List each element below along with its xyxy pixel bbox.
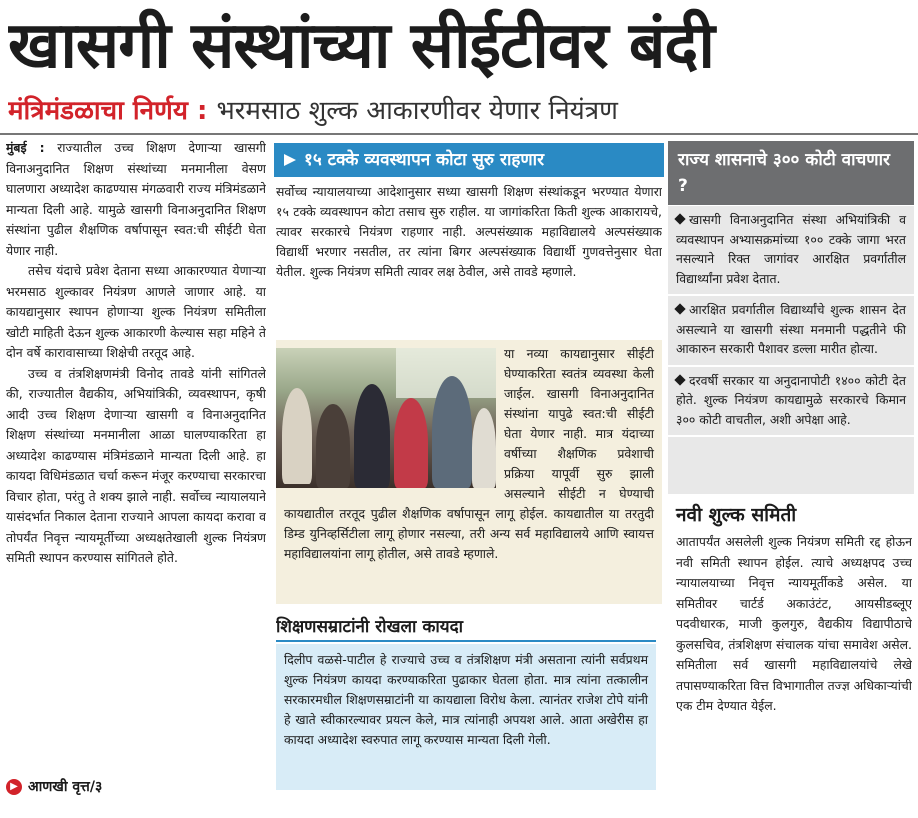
dateline-place: मुंबई : [6,140,45,155]
cet-box-text: या नव्या कायद्यानुसार सीईटी घेण्याकरिता स्वतंत्र व्यवस्था केली जाईल. खासगी विनाअनुदानित संस्थांना यापुढे स्वत:ची सीईटी घेता येणार नाही. मात्र यंदाच्या वर्षीच्या शैक्षणिक प्रवेशाची प्रक्रिया यापूर्वी सुरु झाली असल्याने सीईटी न घेण्याची कायद्यातील तरतूद पुढील शैक्षणिक वर्षापासून लागू होईल. कायद्यातील या तरतुदी डिम्ड युनिव्हर्सिटीला लागू होणार नसल्या, तरी अन्य सर्व महाविद्यालये आणि स्वायत्त महाविद्यालयांना लागू होतील, असे तावडे म्हणाले. [284,346,654,561]
left-paragraph-1 [6,138,266,261]
subheadline [8,92,912,130]
diamond-bullet-icon [674,303,685,314]
left-paragraph-1-text: राज्यातील उच्च शिक्षण देणाऱ्या खासगी विनाअनुदानित शिक्षण संस्थांच्या मनमानीला वेसण घालणारा अध्यादेश काढण्यास मंगळवारी राज्य मंत्रिमंडळाने मान्यता दिली आहे. यामुळे खासगी विनाअनुदानित शिक्षण संस्थांना पुढील शैक्षणिक वर्षापासून स्वत:ची सीईटी घेता येणार नाही. [6,140,266,258]
savings-header: राज्य शासनाचे ३०० कोटी वाचणार ? [668,141,914,205]
arrow-right-icon: ▶ [6,779,22,795]
subhead-lead: मंत्रिमंडळाचा निर्णय : [8,96,208,126]
list-item [668,296,914,367]
left-paragraph-2: तसेच यंदाचे प्रवेश देताना सध्या आकारण्यात येणाऱ्या भरमसाठ शुल्कावर नियंत्रण आणले जाणार आहे. या कायद्यानुसार स्थापन होणाऱ्या शुल्क नियंत्रण समितीला खोटी माहिती देऊन शुल्क आकारणी केल्यास सहा महिने ते दोन वर्षे कारावासाच्या शिक्षेची तरतूद आहे. [6,263,266,360]
new-committee-title: नवी शुल्क समिती [676,504,797,526]
management-quota-text: सर्वोच्च न्यायालयाच्या आदेशानुसार सध्या खासगी शिक्षण संस्थांकडून भरण्यात येणारा १५ टक्के व्यवस्थापन कोटा तसाच सुरु राहील. या जागांकरिता किती शुल्क आकारायचे, त्यावर सरकारचे नियंत्रण राहणार नाही. अल्पसंख्याक महाविद्यालये अल्पसंख्याक विद्यार्थी भरणार नसतील, तर त्यांना बिगर अल्पसंख्याक विद्यार्थी गुणवत्तेनुसार घेता येतील. शुल्क नियंत्रण समिती त्यावर लक्ष ठेवील, असे तावडे म्हणाले. [276,184,662,279]
list-item-text: खासगी विनाअनुदानित संस्था अभियांत्रिकी व व्यवस्थापन अभ्यासक्रमांच्या १०० टक्के जागा भरत नसल्याने रिक्त जागांवर आरक्षित प्रवर्गातील विद्यार्थ्यांना प्रवेश देतात. [676,212,906,286]
education-barons-title: शिक्षणसम्राटांनी रोखला कायदा [276,612,656,642]
headline: खासगी संस्थांच्या सीईटीवर बंदी [8,9,714,83]
list-item [668,367,914,438]
savings-list [668,206,914,494]
list-item-text: दरवर्षी सरकार या अनुदानापोटी १४०० कोटी देत होते. शुल्क नियंत्रण कायद्यामुळे सरकारचे किमान ३०० कोटी वाचतील, अशी अपेक्षा आहे. [676,372,906,427]
header-rule [0,133,918,135]
list-item [668,206,914,296]
left-paragraph-3: उच्च व तंत्रशिक्षणमंत्री विनोद तावडे यांनी सांगितले की, राज्यातील वैद्यकीय, अभियांत्रिकी, व्यवस्थापन, कृषी आदी उच्च शिक्षण देणाऱ्या खासगी व विनाअनुदानित शिक्षण संस्थांच्या मनमानीला आळा घालण्याकरिता हा अध्यादेश काढण्यास मंत्रिमंडळाने मान्यता दिली आहे. हा कायदा विधिमंडळात चर्चा करून मंजूर करण्याचा सरकारचा विचार होता, परंतु ते शक्य झाले नाही. सर्वोच्च न्यायालयाने यासंदर्भात निकाल देताना राज्याने आपला कायदा करावा व तोपर्यंत निवृत्त न्यायमूर्तीच्या अध्यक्षतेखाली शुल्क नियंत्रण समिती स्थापन करण्यास सांगितले होते. [6,365,266,565]
subhead-rest: भरमसाठ शुल्क आकारणीवर येणार नियंत्रण [216,96,618,126]
students-photo [276,348,496,488]
diamond-bullet-icon [674,213,685,224]
cet-box [276,340,662,604]
more-news-link[interactable] [6,775,266,799]
diamond-bullet-icon [674,374,685,385]
more-news-label: आणखी वृत्त/३ [28,779,103,795]
list-item-text: आरक्षित प्रवर्गातील विद्यार्थ्यांचे शुल्क शासन देत असल्याने या खासगी संस्था मनमानी पद्धतीने फी आकारुन सरकारी पैशावर डल्ला मारीत होत्या. [676,302,906,356]
left-column [6,138,266,788]
new-committee-text: आतापर्यंत असलेली शुल्क नियंत्रण समिती रद्द होऊन नवी समिती स्थापन होईल. त्याचे अध्यक्षपद उच्च न्यायालयाच्या निवृत्त न्यायमूर्तीकडे असेल. या समितीवर चार्टर्ड अकाउंटंट, आयसीडब्लूए पदवीधारक, माजी कुलगुरु, वैद्यकीय विद्यापीठाचे कुलसचिव, तंत्रशिक्षण संचालक यांचा समावेश असेल. समितीला सर्व खासगी महाविद्यालयांचे लेखे तपासण्याकरिता वित्त विभागातील तज्ज्ञ अधिकाऱ्यांची एक टीम देण्यात येईल. [676,534,912,713]
management-quota-banner: १५ टक्के व्यवस्थापन कोटा सुरु राहणार [274,143,664,177]
education-barons-text: दिलीप वळसे-पाटील हे राज्याचे उच्च व तंत्रशिक्षण मंत्री असताना त्यांनी सर्वप्रथम शुल्क नियंत्रण कायदा करण्याकरिता पुढाकार घेतला होता. मात्र त्यांना तत्कालीन सरकारमधील शिक्षणसम्राटांनी या कायद्याला विरोध केला. त्यानंतर राजेश टोपे यांनी हे खाते स्वीकारल्यावर प्रयत्न केले, मात्र त्यांनाही अपयश आले. आता अखेरीस हा कायदा अध्यादेश स्वरुपात लागू करण्यास मान्यता दिली गेली. [276,644,656,790]
